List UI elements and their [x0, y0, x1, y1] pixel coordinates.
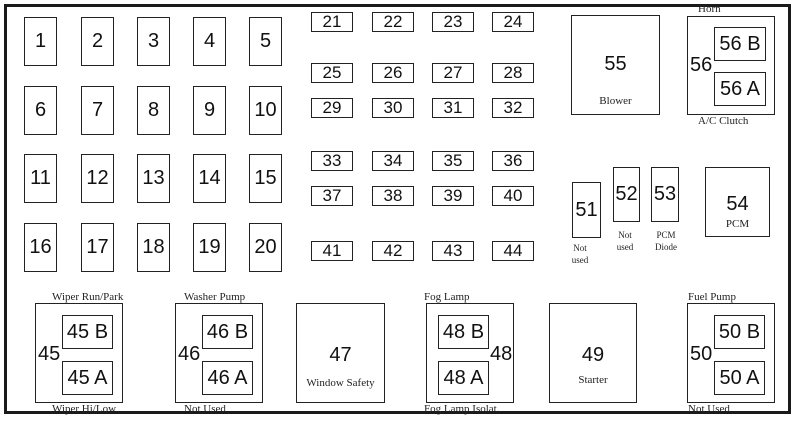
relay-56-bottom-label: A/C Clutch [698, 115, 749, 127]
fuse-23[interactable]: 23 [432, 12, 474, 32]
fuse-9[interactable]: 9 [193, 86, 226, 135]
relay-48[interactable] [426, 303, 514, 403]
fuse-25[interactable]: 25 [311, 63, 353, 83]
fuse-39[interactable]: 39 [432, 186, 474, 206]
fuse-35[interactable]: 35 [432, 151, 474, 171]
fuse-24[interactable]: 24 [492, 12, 534, 32]
fuse-34[interactable]: 34 [372, 151, 414, 171]
fuse-10[interactable]: 10 [249, 86, 282, 135]
relay-56b[interactable]: 56 B [714, 27, 766, 61]
relay-55-number: 55 [604, 53, 627, 75]
fuse-40[interactable]: 40 [492, 186, 534, 206]
relay-50-bottom-label: Not Used [688, 403, 730, 415]
relay-53-label: PCM Diode [655, 230, 677, 252]
relay-48-bottom-label: Fog Lamp Isolat. [424, 403, 500, 415]
fuse-7[interactable]: 7 [81, 86, 114, 135]
relay-45-bottom-label: Wiper Hi/Low [52, 403, 117, 415]
relay-46-number: 46 [178, 343, 201, 365]
fuse-1[interactable]: 1 [24, 17, 57, 66]
relay-45a[interactable]: 45 A [62, 361, 113, 395]
relay-50[interactable] [687, 303, 775, 403]
fuse-8[interactable]: 8 [137, 86, 170, 135]
fuse-21[interactable]: 21 [311, 12, 353, 32]
relay-49-number: 49 [581, 344, 605, 366]
fuse-17[interactable]: 17 [81, 223, 114, 272]
relay-48b[interactable]: 48 B [438, 315, 489, 349]
fuse-30[interactable]: 30 [372, 98, 414, 118]
relay-46b[interactable]: 46 B [202, 315, 253, 349]
relay-45b[interactable]: 45 B [62, 315, 113, 349]
relay-45-number: 45 [38, 343, 61, 365]
relay-48-top-label: Fog Lamp [424, 291, 470, 303]
relay-50a[interactable]: 50 A [714, 361, 765, 395]
relay-47-number: 47 [329, 344, 352, 366]
relay-54[interactable] [705, 167, 770, 237]
fuse-22[interactable]: 22 [372, 12, 414, 32]
relay-50-top-label: Fuel Pump [688, 291, 736, 303]
fuse-11[interactable]: 11 [24, 154, 57, 203]
fuse-37[interactable]: 37 [311, 186, 353, 206]
relay-51-label: Not used [571, 243, 589, 265]
fuse-26[interactable]: 26 [372, 63, 414, 83]
fuse-14[interactable]: 14 [193, 154, 226, 203]
relay-46[interactable] [175, 303, 263, 403]
relay-54-label: PCM [725, 218, 750, 230]
fuse-38[interactable]: 38 [372, 186, 414, 206]
fuse-2[interactable]: 2 [81, 17, 114, 66]
fuse-6[interactable]: 6 [24, 86, 57, 135]
relay-56-number: 56 [690, 54, 713, 76]
fuse-31[interactable]: 31 [432, 98, 474, 118]
relay-55-label: Blower [599, 95, 632, 107]
fuse-16[interactable]: 16 [24, 223, 57, 272]
relay-50b[interactable]: 50 B [714, 315, 765, 349]
fuse-36[interactable]: 36 [492, 151, 534, 171]
relay-49[interactable] [549, 303, 637, 403]
relay-46-top-label: Washer Pump [184, 291, 246, 303]
fuse-13[interactable]: 13 [137, 154, 170, 203]
relay-52[interactable]: 52 [613, 167, 640, 222]
relay-55[interactable] [571, 15, 660, 115]
relay-52-label: Not used [616, 230, 634, 252]
fuse-18[interactable]: 18 [137, 223, 170, 272]
relay-56-top-label: Horn [698, 3, 721, 15]
relay-50-number: 50 [690, 343, 713, 365]
relay-51[interactable]: 51 [572, 182, 601, 238]
fuse-28[interactable]: 28 [492, 63, 534, 83]
relay-45-top-label: Wiper Run/Park [52, 291, 124, 303]
fuse-27[interactable]: 27 [432, 63, 474, 83]
relay-46-bottom-label: Not Used [184, 403, 226, 415]
fuse-29[interactable]: 29 [311, 98, 353, 118]
relay-46a[interactable]: 46 A [202, 361, 253, 395]
fuse-32[interactable]: 32 [492, 98, 534, 118]
relay-56a[interactable]: 56 A [714, 72, 766, 106]
fuse-44[interactable]: 44 [492, 241, 534, 261]
fuse-15[interactable]: 15 [249, 154, 282, 203]
fuse-3[interactable]: 3 [137, 17, 170, 66]
relay-47-label: Window Safety [306, 377, 375, 389]
relay-54-number: 54 [726, 193, 749, 215]
fuse-42[interactable]: 42 [372, 241, 414, 261]
fuse-19[interactable]: 19 [193, 223, 226, 272]
fuse-5[interactable]: 5 [249, 17, 282, 66]
fuse-12[interactable]: 12 [81, 154, 114, 203]
relay-53[interactable]: 53 [651, 167, 679, 222]
fuse-4[interactable]: 4 [193, 17, 226, 66]
relay-48a[interactable]: 48 A [438, 361, 489, 395]
relay-47[interactable] [296, 303, 385, 403]
fuse-43[interactable]: 43 [432, 241, 474, 261]
relay-56[interactable] [687, 16, 775, 115]
relay-49-label: Starter [578, 374, 608, 386]
relay-45[interactable] [35, 303, 123, 403]
fuse-20[interactable]: 20 [249, 223, 282, 272]
fuse-41[interactable]: 41 [311, 241, 353, 261]
relay-48-number: 48 [490, 343, 513, 365]
fuse-33[interactable]: 33 [311, 151, 353, 171]
